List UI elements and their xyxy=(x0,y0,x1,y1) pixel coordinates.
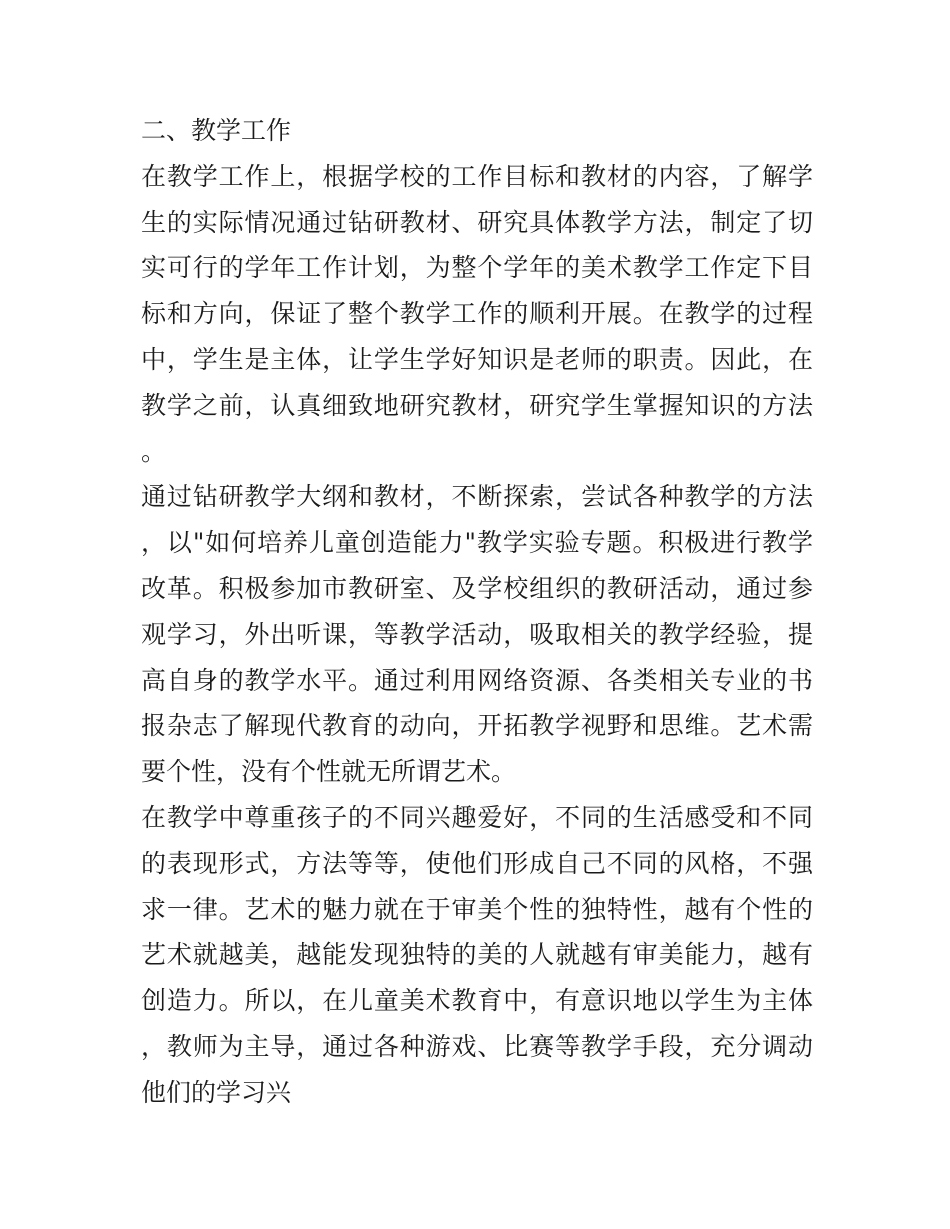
paragraph-teaching-plan: 在教学工作上，根据学校的工作目标和教材的内容，了解学生的实际情况通过钻研教材、研究具体教学方法，制定了切实可行的学年工作计划，为整个学年的美术教学工作定下目标和方向，保证了整个教学工作的顺利开展。在教学的过程中，学生是主体，让学生学好知识是老师的职责。因此，在教学之前，认真细致地研究教材，研究学生掌握知识的方法。 xyxy=(141,161,813,466)
paragraph-teaching-research: 通过钻研教学大纲和教材，不断探索，尝试各种教学的方法，以"如何培养儿童创造能力"教学实验专题。积极进行教学改革。积极参加市教研室、及学校组织的教研活动，通过参观学习，外出听课，等教学活动，吸取相关的教学经验，提高自身的教学水平。通过利用网络资源、各类相关专业的书报杂志了解现代教育的动向，开拓教学视野和思维。艺术需要个性，没有个性就无所谓艺术。 xyxy=(141,482,813,787)
section-heading: 二、教学工作 xyxy=(141,116,292,145)
paragraph-individuality: 在教学中尊重孩子的不同兴趣爱好，不同的生活感受和不同的表现形式，方法等等，使他们形成自己不同的风格，不强求一律。艺术的魅力就在于审美个性的独特性，越有个性的艺术就越美，越能发现独特的美的人就越有审美能力，越有创造力。所以，在儿童美术教育中，有意识地以学生为主体，教师为主导，通过各种游戏、比赛等教学手段，充分调动他们的学习兴 xyxy=(141,802,813,1107)
document-body xyxy=(141,108,813,1116)
